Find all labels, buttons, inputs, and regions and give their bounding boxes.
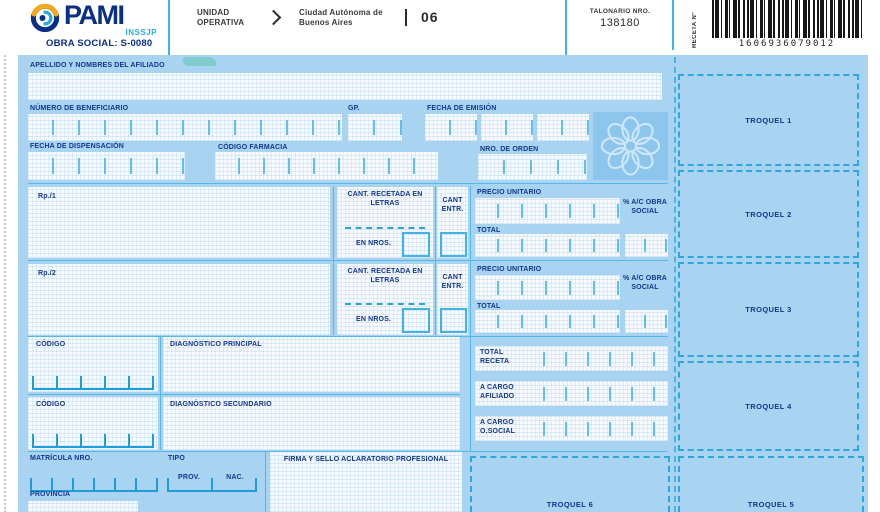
tipo-comb-input[interactable] [167,466,257,492]
rp1-label: Rp./1 [38,193,56,200]
diag-principal-label: DIAGNÓSTICO PRINCIPAL [170,341,262,348]
total-receta-label: TOTAL RECETA [480,349,510,365]
tipo-tick-right [255,478,257,490]
unidad-operativa-label: UNIDAD OPERATIVA [197,8,245,27]
a-cargo-afiliado-label: A CARGO AFILIADO [480,384,515,400]
chevron-right-icon [266,10,282,26]
bottom-divider-vertical [265,452,266,512]
header-divider-1 [168,0,170,55]
barcode-number: 1606936079012 [738,39,836,49]
rp1-en-nros-label: EN NROS. [356,240,392,247]
rp2-precio-unitario-input[interactable] [475,275,620,300]
header-pipe-divider [405,9,407,26]
troquel-2-label: TROQUEL 2 [745,209,792,219]
diag-secundario-label: DIAGNÓSTICO SECUNDARIO [170,401,272,408]
fecha-emision-label: FECHA DE EMISIÓN [427,105,497,112]
troquel-perforation [674,57,676,512]
location-text: Ciudad Autónoma de Buenos Aires [299,8,383,27]
divider-h-3 [28,336,668,337]
divider-v-4 [160,337,161,450]
firma-label: FIRMA Y SELLO ACLARATORIO PROFESIONAL [283,456,449,463]
troquel-4-box [678,361,859,451]
talonario-label: TALONARIO NRO. [589,8,651,15]
header-divider-3 [672,0,674,50]
codigo-farmacia-label: CÓDIGO FARMACIA [218,144,288,151]
rp2-cant-recetada-label: CANT. RECETADA EN LETRAS [347,268,423,284]
fecha-dispensacion-input[interactable] [28,152,185,180]
receta-number-label: RECETA Nº [692,12,698,48]
gp-input[interactable] [348,114,402,141]
barcode [712,0,862,38]
rp2-precio-unitario-label: PRECIO UNITARIO [477,266,542,273]
fecha-emision-year-input[interactable] [537,114,589,141]
obra-social-code: OBRA SOCIAL: S-0080 [46,38,153,49]
provincia-label: PROVINCIA [30,491,71,498]
flower-watermark-box [593,112,668,180]
beneficiario-label: NÚMERO DE BENEFICIARIO [30,105,129,112]
gp-label: GP. [348,105,360,112]
codigo-farmacia-input[interactable] [215,152,438,180]
beneficiario-input[interactable] [28,114,342,141]
rp2-total-label: TOTAL [477,303,501,310]
talonario-number: 138180 [600,17,640,29]
rp1-cant-entr-input[interactable] [440,232,467,257]
rp2-label: Rp./2 [38,270,56,277]
divider-h-5 [28,451,668,452]
afiliado-label: APELLIDO Y NOMBRES DEL AFILIADO [30,62,165,69]
codigo1-comb-input[interactable] [32,366,154,390]
fecha-dispensacion-label: FECHA DE DISPENSACIÓN [30,143,124,150]
divider-h-2 [28,260,668,261]
divider-v-1 [333,186,334,335]
tipo-nac-label: NAC. [226,474,244,481]
rp2-en-nros-label: EN NROS. [356,316,392,323]
rp2-total-input[interactable] [475,310,620,333]
pami-logo-icon [30,3,60,33]
troquel-1-label: TROQUEL 1 [745,115,792,125]
tipo-prov-label: PROV. [178,474,200,481]
matricula-comb-input[interactable] [30,466,158,492]
rp1-total-input[interactable] [475,234,620,257]
fecha-emision-month-input[interactable] [481,114,533,141]
rp2-cant-entr-label: CANT ENTR. [441,274,464,290]
troquel-3-box [678,262,859,357]
troquel-6-label: TROQUEL 6 [546,500,594,509]
rp1-cant-recetada-label: CANT. RECETADA EN LETRAS [347,191,423,207]
divider-h-4 [28,394,460,395]
header-divider-2 [565,0,567,55]
codigo2-comb-input[interactable] [32,424,154,448]
flower-icon [593,112,668,180]
tipo-tick-mid [211,478,213,490]
rp1-pct-obra-social-label: % A/C OBRA SOCIAL [622,199,668,215]
afiliado-input[interactable] [28,73,662,100]
rp2-pct-obra-social-label: % A/C OBRA SOCIAL [622,275,668,291]
troquel-6-box [470,456,670,512]
fecha-emision-day-input[interactable] [425,114,477,141]
troquel-5-label: TROQUEL 5 [747,500,795,509]
brand-name: PAMI [64,0,124,30]
troquel-1-box [678,74,859,166]
rp1-dashed-line [345,227,425,229]
provincia-input[interactable] [28,501,138,512]
rp2-en-nros-input[interactable] [402,308,430,333]
rp1-en-nros-input[interactable] [402,232,430,257]
troquel-2-box [678,170,859,258]
rp1-total-label: TOTAL [477,227,501,234]
unidad-code: 06 [421,9,439,25]
a-cargo-osocial-label: A CARGO O.SOCIAL [480,419,516,435]
divider-v-3 [470,186,471,451]
brand-subtitle: INSSJP [125,28,157,37]
troquel-5-box [678,456,864,512]
rp1-pct-input[interactable] [625,234,668,257]
nro-orden-label: NRO. DE ORDEN [480,146,539,153]
rp2-prescription-area[interactable] [28,264,330,335]
rp1-prescription-area[interactable] [28,187,330,258]
codigo1-label: CÓDIGO [36,341,66,348]
rp1-precio-unitario-input[interactable] [475,198,620,224]
rp2-pct-input[interactable] [625,310,668,333]
rp1-precio-unitario-label: PRECIO UNITARIO [477,189,542,196]
rp2-cant-entr-input[interactable] [440,308,467,333]
troquel-4-label: TROQUEL 4 [745,401,792,411]
scan-smudge [183,57,216,66]
codigo2-label: CÓDIGO [36,401,66,408]
rp2-dashed-line [345,303,425,305]
divider-h-1 [28,183,668,184]
divider-v-2 [435,186,436,335]
troquel-3-label: TROQUEL 3 [745,305,792,314]
tipo-label: TIPO [168,455,185,462]
nro-orden-input[interactable] [478,154,587,180]
matricula-label: MATRÍCULA NRO. [30,455,93,462]
rp1-cant-entr-label: CANT ENTR. [441,197,464,213]
header-bar [0,0,880,55]
left-perforation [4,0,6,512]
